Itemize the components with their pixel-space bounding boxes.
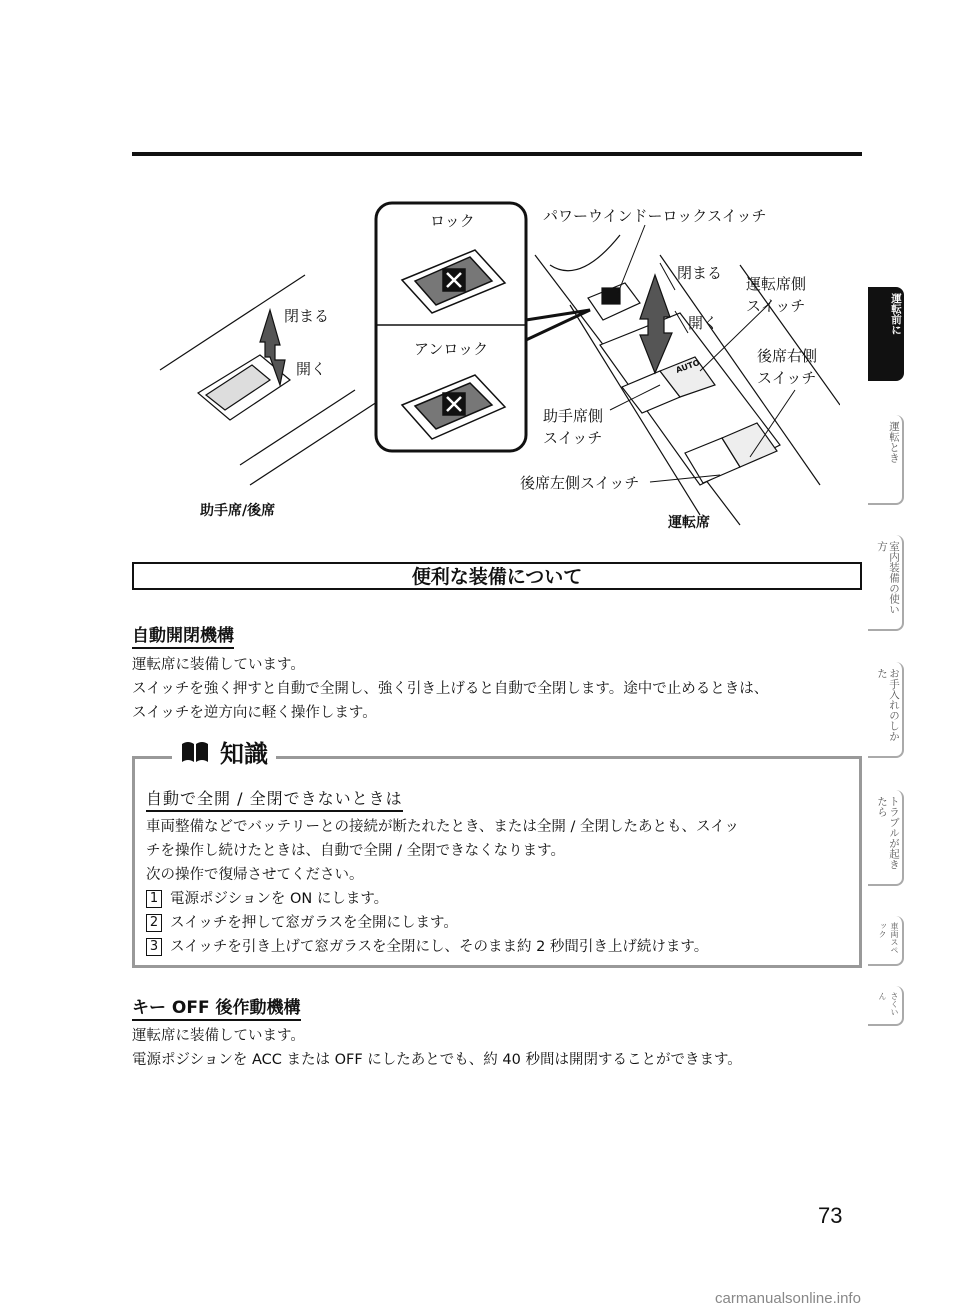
knowledge-line-3: 次の操作で復帰させてください。	[146, 867, 364, 883]
rear-right-switch-label: 後席右側 スイッチ	[757, 347, 818, 387]
caption-passenger: 助手席/後席	[200, 503, 276, 519]
auto-open-close-line-3: スイッチを逆方向に軽く操作します。	[132, 705, 377, 721]
knowledge-line-1: 車両整備などでバッテリーとの接続が断たれたとき、または全開 / 全閉したあとも、スイッ	[146, 819, 739, 835]
key-off-line-1: 運転席に装備しています。	[132, 1028, 305, 1044]
knowledge-step-1: 1 電源ポジションを ON にします。	[146, 888, 388, 910]
watermark: carmanualsonline.info	[715, 1290, 861, 1307]
rear-left-switch-label: 後席左側スイッチ	[520, 474, 640, 492]
side-tab-index[interactable]: さくいん	[868, 986, 904, 1026]
knowledge-step-3: 3 スイッチを引き上げて窓ガラスを全閉にし、そのまま約 2 秒間引き上げ続けます。	[146, 936, 708, 958]
knowledge-line-2: チを操作し続けたときは、自動で全開 / 全閉できなくなります。	[146, 843, 565, 859]
caption-driver: 運転席	[668, 515, 710, 531]
side-tab-trouble[interactable]: トラブルが起きたら	[868, 790, 904, 886]
unlock-label: アンロック	[414, 340, 489, 358]
open-label-left: 開く	[296, 360, 327, 378]
passenger-door-panel	[160, 275, 380, 485]
auto-open-close-heading: 自動開閉機構	[132, 621, 234, 649]
book-icon	[180, 740, 210, 764]
passenger-side-switch-label: 助手席側 スイッチ	[543, 407, 604, 447]
auto-open-close-line-1: 運転席に装備しています。	[132, 657, 305, 673]
side-tab-before-driving[interactable]: 運転前に	[868, 287, 904, 381]
side-tab-specs[interactable]: 車両スペック	[868, 916, 904, 966]
section-title: 便利な装備について	[132, 562, 862, 590]
side-tab-when-driving[interactable]: 運転とき	[868, 415, 904, 505]
auto-badge: AUTO	[674, 357, 701, 375]
key-off-heading: キー OFF 後作動機構	[132, 993, 301, 1021]
side-tab-maintenance[interactable]: お手入れのしかた	[868, 662, 904, 758]
top-rule	[132, 152, 862, 156]
driver-side-switch-label: 運転席側 スイッチ	[746, 275, 807, 315]
side-tab-interior[interactable]: 室内装備の使い方	[868, 535, 904, 631]
page-number: 73	[818, 1203, 843, 1228]
close-label-left: 閉まる	[284, 307, 330, 325]
knowledge-title-text: 知識	[220, 740, 268, 768]
key-off-line-2: 電源ポジションを ACC または OFF にしたあとでも、約 40 秒間は開閉することができます。	[132, 1052, 742, 1068]
open-label-right: 開く	[688, 314, 719, 332]
power-window-illustration	[140, 195, 840, 535]
auto-open-close-line-2: スイッチを強く押すと自動で全開し、強く引き上げると自動で全閉します。途中で止めるときは、	[132, 681, 769, 697]
close-label-right: 閉まる	[677, 264, 723, 282]
power-window-lock-switch-label: パワーウインドーロックスイッチ	[543, 207, 767, 225]
knowledge-title	[172, 734, 276, 769]
knowledge-subheading: 自動で全開 / 全閉できないときは	[146, 786, 403, 812]
knowledge-step-2: 2 スイッチを押して窓ガラスを全開にします。	[146, 912, 458, 934]
lock-label: ロック	[430, 212, 475, 230]
